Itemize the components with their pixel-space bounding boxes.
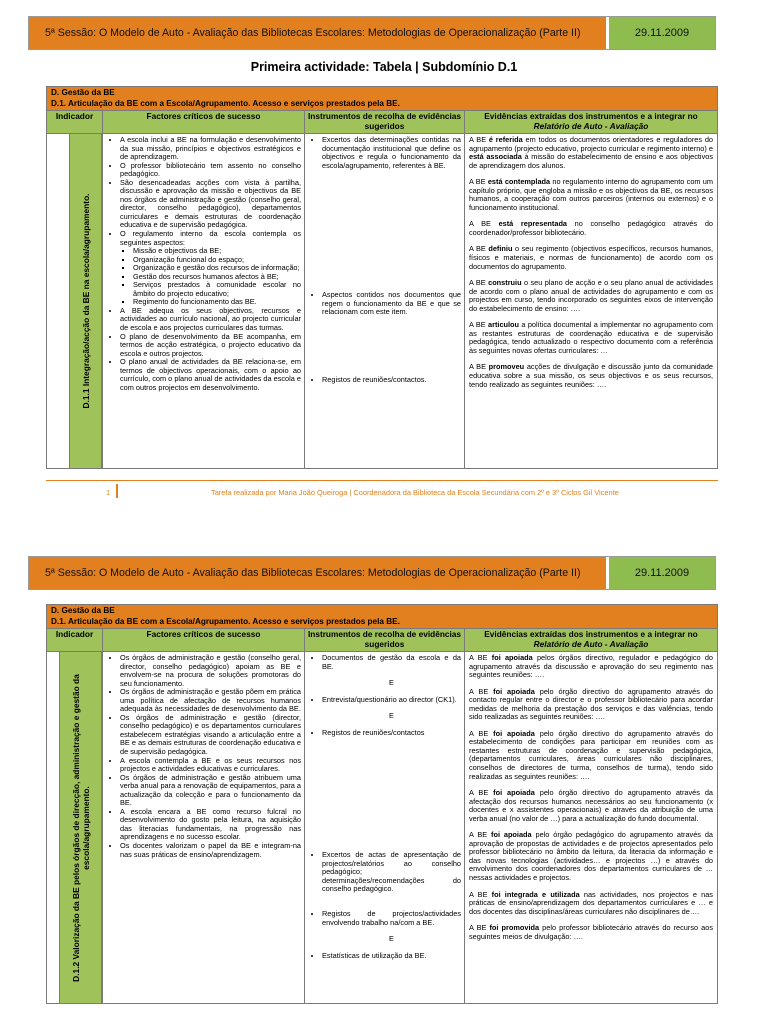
factor-item: • A escola encara a BE como recurso fulcral no desenvolvimento do gosto pela leitura, na aquisição das literacias fundamentais, na progressão nas aprendizagens e no sucesso escolar.	[120, 808, 301, 842]
factor-item: • A escola inclui a BE na formulação e desenvolvimento da sua missão, princípios e objectivos estratégicos e de aprendizagem.	[120, 136, 301, 162]
col-factors: Factores críticos de sucesso	[103, 629, 305, 651]
session-title: 5ª Sessão: O Modelo de Auto - Avaliação das Bibliotecas Escolares: Metodologias de Operacionalização (Parte II)	[29, 17, 609, 49]
instruments-list	[305, 136, 464, 384]
col-evidence-report: Relatório de Auto - Avaliação	[533, 120, 649, 131]
session-date: 29.11.2009	[609, 557, 715, 589]
evidence-paragraph: A BE articulou a política documental a implementar no agrupamento com as restantes estruturas de coordenação educativa e de supervisão pedagógica, tendo actualizado o respectivo documento com a referência às seguintes novas ofertas curriculares: …	[469, 320, 714, 355]
page1-header	[28, 16, 716, 50]
session-date: 29.11.2009	[609, 17, 715, 49]
table-row	[47, 134, 717, 468]
factor-item: • A BE adequa os seus objectivos, recursos e actividades ao currículo nacional, ao projecto curricular de escola e aos projectos curriculares das turmas.	[120, 307, 301, 333]
col-indicator: Indicador	[47, 111, 103, 133]
factor-item	[120, 230, 301, 307]
instrument-item: • Registos de reuniões/contactos.	[322, 376, 461, 385]
evidence-paragraph: A BE foi apoiada pelo órgão pedagógico do agrupamento através da aprovação de propostas de actividades e de projectos apresentados pelo professor bibliotecário no âmbito da leitura, da literacia da informação e das novas tecnologias (actividades… e projectos …) e através do envolvimento dos coordenadores dos departamentos curriculares de … nessas actividades e projectos.	[469, 830, 714, 883]
instrument-item: • Aspectos contidos nos documentos que regem o funcionamento da BE e que se relacionam com este item.	[322, 291, 461, 317]
factor-item: • A escola contempla a BE e os seus recursos nos projectos e actividades educativas e curriculares.	[120, 757, 301, 774]
evidence-paragraph: A BE foi apoiada pelo órgão directivo do agrupamento através do contacto regular entre o director e o professor bibliotecário para acordar medidas de melhoria da prestação dos serviços e das valências, tendo sido realizadas as seguintes reuniões: ….	[469, 686, 714, 722]
footer-divider	[116, 484, 118, 498]
instruments-cell	[305, 134, 465, 468]
factors-list	[103, 654, 304, 859]
factors-cell	[103, 134, 305, 468]
evidence-paragraph: A BE foi apoiada pelos órgãos directivo, regulador e pedagógico do agrupamento através da discussão e aprovação do seu regimento nas seguintes reuniões: ….	[469, 653, 714, 680]
indicator-cell	[47, 652, 103, 1003]
factor-item: • São desencadeadas acções com vista à partilha, discussão e aprovação da missão e objectivos da BE nos órgãos de administração e gestão (conselho geral, director, conselho pedagógico), departamentos curriculares e demais estruturas de coordenação educativa e de supervisão pedagógica.	[120, 179, 301, 230]
col-evidence	[465, 629, 717, 651]
sub-item: ▪ Missão e objectivos da BE;	[133, 247, 301, 256]
footer-text: Tarefa realizada por Maria João Queiroga | Coordenadora da Biblioteca da Escola Secundária com 2º e 3º Ciclos Gil Vicente	[211, 488, 619, 497]
evidence-cell	[465, 652, 717, 1003]
separator-e: E	[389, 934, 394, 944]
section-title: D. Gestão da BE	[51, 606, 115, 615]
instrument-item: • Entrevista/questionário ao director (CK1).	[322, 696, 461, 705]
indicator-label: D.1.1 Integração/acção da BE na escola/agrupamento.	[80, 193, 91, 409]
evidence-paragraph: A BE é referida em todos os documentos orientadores e reguladores do agrupamento (projecto educativo, projecto curricular e regimento interno) e está associada à missão do estabelecimento de ensino e aos objectivos de aprendizagem dos alunos.	[469, 135, 713, 170]
evidence-paragraph: A BE está contemplada no regulamento interno do agrupamento com um capítulo próprio, que engloba a missão e os objectivos da BE, os recursos humanos, a cooperação com outros parceiros (internos ou externos) e o funcionamento institucional.	[469, 177, 713, 212]
sub-item: ▪ Organização funcional do espaço;	[133, 256, 301, 265]
col-factors: Factores críticos de sucesso	[103, 111, 305, 133]
evidence-paragraph: A BE foi apoiada pelo órgão directivo do agrupamento através da afectação dos recursos humanos necessários ao seu funcionamento (x docentes e x assistentes operacionais) e através da atribuição de uma verba anual (no valor de …) para a actualização do fundo documental.	[469, 788, 714, 823]
page-title: Primeira actividade: Tabela | Subdomínio D.1	[250, 60, 518, 74]
col-evidence-report: Relatório de Auto - Avaliação	[533, 638, 649, 649]
col-instruments: Instrumentos de recolha de evidências sugeridos	[305, 629, 465, 651]
separator-e: E	[389, 678, 394, 688]
instruments-cell	[305, 652, 465, 1003]
page2-header	[28, 556, 716, 590]
page-number: 1	[106, 488, 111, 497]
col-evidence	[465, 111, 717, 133]
table-column-headers	[47, 629, 717, 652]
indicator-cell	[47, 134, 103, 468]
instrument-item: • Estatísticas de utilização da BE.	[322, 952, 461, 961]
factors-cell	[103, 652, 305, 1003]
factors-list	[103, 136, 304, 392]
table-column-headers	[47, 111, 717, 134]
section-title: D. Gestão da BE	[51, 88, 115, 97]
col-evidence-label: Evidências extraídas dos instrumentos e a integrar no	[484, 629, 698, 639]
footer-rule	[46, 480, 718, 481]
page2-table	[46, 604, 718, 1004]
separator-e: E	[389, 711, 394, 721]
evidence-paragraph: A BE construiu o seu plano de acção e o seu plano anual de actividades de acordo com o plano anual de actividades do agrupamento e com os projectos em curso, tendo incorporado os seguintes eixos de intervenção do estabelecimento de ensino: ….	[469, 278, 713, 313]
col-indicator: Indicador	[47, 629, 103, 651]
sub-item: ▪ Regimento do funcionamento das BE.	[133, 298, 301, 307]
instrument-item: • Registos de projectos/actividades envolvendo trabalho na/com a BE.	[322, 910, 461, 927]
regulation-aspects-list	[120, 247, 301, 307]
sub-item: ▪ Organização e gestão dos recursos de informação;	[133, 264, 301, 273]
table-section-heading	[47, 87, 717, 111]
table-section-heading	[47, 605, 717, 629]
page1-table	[46, 86, 718, 469]
subsection-title: D.1. Articulação da BE com a Escola/Agrupamento. Acesso e serviços prestados pela BE.	[51, 616, 400, 626]
col-evidence-label: Evidências extraídas dos instrumentos e a integrar no	[484, 111, 698, 121]
instrument-item: • Excertos das determinações contidas na documentação institucional que define os objectivos e regula o funcionamento da escola/agrupamento, referentes à BE.	[322, 136, 461, 170]
col-instruments: Instrumentos de recolha de evidências sugeridos	[305, 111, 465, 133]
table-row	[47, 652, 717, 1003]
indicator-band	[59, 652, 102, 1003]
factor-item: • Os órgãos de administração e gestão (conselho geral, director, conselho pedagógico) apoiam as BE e envolvem-se na procura de soluções promotoras do seu funcionamento.	[120, 654, 301, 688]
evidence-paragraph: A BE promoveu acções de divulgação e discussão junto da comunidade educativa sobre a sua missão, os seus objectivos e os seus recursos, tendo realizado as seguintes reuniões: ….	[469, 362, 713, 389]
instrument-item: • Documentos de gestão da escola e da BE.	[322, 654, 461, 671]
factor-item-text: O regulamento interno da escola contempla os seguintes aspectos:	[120, 229, 301, 247]
instruments-list	[305, 654, 464, 960]
factor-item: • Os órgãos de administração e gestão atribuem uma verba anual para a renovação de equipamentos, para a actualização da colecção e para o funcionamento da BE.	[120, 774, 301, 808]
instrument-item: • Excertos de actas de apresentação de projectos/relatórios ao conselho pedagógico; determinações/recomendações do conselho pedagógico.	[322, 851, 461, 894]
subsection-title: D.1. Articulação da BE com a Escola/Agrupamento. Acesso e serviços prestados pela BE.	[51, 98, 400, 108]
factor-item: • Os docentes valorizam o papel da BE e integram-na nas suas práticas de ensino/aprendizagem.	[120, 842, 301, 859]
evidence-paragraph: A BE foi promovida pelo professor bibliotecário através do recurso aos seguintes meios de divulgação: ….	[469, 923, 714, 941]
factor-item: • O plano de desenvolvimento da BE acompanha, em termos de acção estratégica, o projecto educativo da escola e outros projectos.	[120, 333, 301, 359]
evidence-paragraph: A BE está representada no conselho pedagógico através do coordenador/professor bibliotecário.	[469, 219, 713, 237]
indicator-band	[69, 134, 102, 468]
sub-item: ▪ Serviços prestados à comunidade escolar no âmbito do projecto educativo;	[133, 281, 301, 298]
evidence-paragraph: A BE foi integrada e utilizada nas actividades, nos projectos e nas práticas de ensino/aprendizagem dos departamentos curriculares e … e dos docentes das disciplinas/áreas curriculares não disciplinares de….	[469, 889, 713, 916]
session-title: 5ª Sessão: O Modelo de Auto - Avaliação das Bibliotecas Escolares: Metodologias de Operacionalização (Parte II)	[29, 557, 609, 589]
factor-item: • Os órgãos de administração e gestão põem em prática uma política de afectação de recursos humanos adequada às necessidades de desenvolvimento da BE.	[120, 688, 301, 714]
factor-item: • Os órgãos de administração e gestão (director, conselho pedagógico) e os departamentos curriculares estabelecem estratégias visando a articulação entre a BE e as demais estruturas de coordenação educativa e de supervisão pedagógica.	[120, 714, 301, 757]
factor-item: • O professor bibliotecário tem assento no conselho pedagógico.	[120, 162, 301, 179]
indicator-label: D.1.2 Valorização da BE pelos órgãos de direcção, administração e gestão da escola/agrupamento.	[70, 673, 91, 982]
evidence-paragraph: A BE definiu o seu regimento (objectivos específicos, recursos humanos, físicos e materiais, e normas de funcionamento) de acordo com os documentos do agrupamento.	[469, 244, 714, 271]
sub-item: ▪ Gestão dos recursos humanos afectos à BE;	[133, 273, 301, 282]
evidence-cell	[465, 134, 717, 468]
evidence-paragraph: A BE foi apoiada pelo órgão directivo do agrupamento através do estabelecimento de condições para participar em reuniões com as restantes estruturas de coordenação e supervisão pedagógica, (departamentos curriculares, áreas curriculares não disciplinares, conselhos de directores de turma, conselhos de turma), tendo sido realizadas as seguintes reuniões: ….	[469, 728, 714, 781]
instrument-item: • Registos de reuniões/contactos	[322, 729, 461, 738]
factor-item: • O plano anual de actividades da BE relaciona-se, em termos de objectivos operacionais, com o apoio ao currículo, com o plano anual de actividades da escola e com outros projectos em desenvolvimento.	[120, 358, 301, 392]
